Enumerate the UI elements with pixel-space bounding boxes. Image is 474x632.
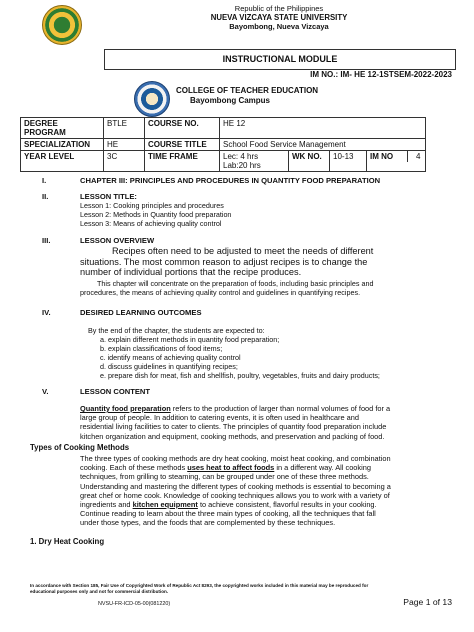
- types-line-6: [80, 500, 446, 509]
- types-title: Types of Cooking Methods: [30, 443, 130, 452]
- section-3-title: LESSON OVERVIEW: [80, 236, 155, 245]
- degree-program-label: DEGREE PROGRAM: [21, 118, 104, 139]
- time-frame-value: [220, 151, 289, 172]
- copyright-notice: [30, 583, 450, 595]
- specialization-value: HE: [104, 139, 145, 151]
- types-line-2: [80, 463, 446, 472]
- content-line-4: kitchen organization and equipment, cooking methods, and preservation and packing of food.: [80, 431, 385, 441]
- campus-name: Bayombong Campus: [190, 96, 271, 105]
- time-frame-label: TIME FRAME: [145, 151, 220, 172]
- types-line-7: Continue reading to learn about the three main types of cooking, all the techniques that fall: [80, 509, 376, 519]
- course-title-value: School Food Service Management: [220, 139, 426, 151]
- types-line-8: under those types, and the foods that are complemented by these techniques.: [80, 518, 336, 528]
- page-number: Page 1 of 13: [403, 597, 452, 607]
- outcome-a: a. explain different methods in quantity food preparation;: [100, 335, 280, 344]
- content-line-2: large group of people. In addition to catering events, it is often used in healthcare and: [80, 413, 359, 423]
- im-no-value: 4: [416, 152, 421, 161]
- year-level-label: YEAR LEVEL: [21, 151, 104, 172]
- types-line-2-b: in a different way. All cooking: [274, 463, 371, 473]
- lesson-3: Lesson 3: Means of achieving quality control: [80, 219, 222, 228]
- content-line-3: residential living facilities to cater to clients. The principles of quantity food preparation include: [80, 422, 387, 432]
- types-line-3: techniques, from grilling to steaming, can be grouped under one of these three methods.: [80, 472, 369, 482]
- copyright-line-2: educational purposes only and not for commercial distribution.: [30, 589, 169, 594]
- header-location: Bayombong, Nueva Vizcaya: [229, 22, 329, 31]
- lesson-list: [80, 201, 231, 228]
- section-5-number: V.: [42, 387, 49, 396]
- overview-line-2: situations. The most common reason to adjust recipes is to change the: [80, 256, 368, 267]
- overview-p2-line-2: procedures, the means of achieving quality control and guidelines in quantifying recipes.: [80, 288, 361, 297]
- section-5-title: LESSON CONTENT: [80, 387, 151, 396]
- time-frame-lec: Lec: 4 hrs: [223, 152, 259, 161]
- section-3-number: III.: [42, 236, 51, 245]
- outcome-e: e. prepare dish for meat, fish and shellfish, poultry, vegetables, fruits and dairy products;: [100, 371, 380, 380]
- overview-paragraph-2: [80, 279, 445, 297]
- im-no-label: IM NO: [367, 151, 408, 162]
- course-no-label: COURSE NO.: [145, 118, 220, 139]
- form-code: NVSU-FR-ICD-05-00(081220): [98, 601, 171, 607]
- content-paragraph: [80, 404, 446, 441]
- time-frame-lab: Lab:20 hrs: [223, 161, 261, 170]
- content-term: Quantity food preparation: [80, 404, 171, 413]
- dry-heat-title: 1. Dry Heat Cooking: [30, 537, 105, 546]
- types-term-equipment: kitchen equipment: [132, 500, 198, 510]
- copyright-line-1: In accordance with Section 185, Fair Use of Copyrighted Work of Republic Act 8293, the copyrighted works included in this material may be reproduced for: [30, 583, 369, 588]
- types-line-6-a: ingredients and: [80, 500, 133, 510]
- wk-no-value: 10-13: [330, 151, 367, 172]
- course-title-label: COURSE TITLE: [145, 139, 220, 151]
- wk-no-label: WK NO.: [289, 151, 330, 172]
- header-block: [104, 4, 454, 31]
- module-title-box: [104, 49, 456, 70]
- course-info-table: [20, 117, 426, 172]
- specialization-label: SPECIALIZATION: [21, 139, 104, 151]
- im-no-cell: [367, 151, 426, 172]
- overview-line-1: Recipes often need to be adjusted to meet the needs of different: [112, 246, 374, 256]
- outcomes-list: [100, 335, 380, 380]
- section-4-title: DESIRED LEARNING OUTCOMES: [80, 308, 202, 317]
- types-line-5: great chef or home cook. Knowledge of cooking techniques allows you to work with a variety of: [80, 490, 390, 500]
- overview-p2-line-1: This chapter will concentrate on the preparation of foods, including basic principles and: [97, 279, 374, 288]
- section-2-title: LESSON TITLE:: [80, 192, 137, 201]
- lesson-2: Lesson 2: Methods in Quantity food preparation: [80, 210, 232, 219]
- outcomes-intro: By the end of the chapter, the students are expected to:: [88, 326, 265, 335]
- year-level-value: 3C: [104, 151, 145, 172]
- types-line-1: The three types of cooking methods are dry heat cooking, moist heat cooking, and combination: [80, 454, 391, 463]
- im-number: IM NO.: IM- HE 12-1STSEM-2022-2023: [310, 70, 452, 79]
- college-name: COLLEGE OF TEACHER EDUCATION: [176, 86, 319, 95]
- lesson-1: Lesson 1: Cooking principles and procedures: [80, 201, 224, 210]
- overview-line-3: number of individual portions that the recipe produces.: [80, 267, 302, 278]
- college-block: [176, 86, 318, 106]
- outcome-b: b. explain classifications of food items;: [100, 344, 223, 353]
- college-seal-logo: [134, 81, 170, 117]
- types-line-4: Understanding and mastering the different types of cooking methods is essential to becoming a: [80, 481, 391, 491]
- module-title: INSTRUCTIONAL MODULE: [222, 54, 338, 64]
- outcome-c: c. identify means of achieving quality control: [100, 353, 241, 362]
- degree-program-value: BTLE: [104, 118, 145, 139]
- types-line-6-b: to achieve consistent, flavorful results in your cooking.: [197, 500, 377, 510]
- section-1-title: CHAPTER III: PRINCIPLES AND PROCEDURES IN QUANTITY FOOD PREPARATION: [80, 176, 381, 185]
- outcome-d: d. discuss guidelines in quantifying recipes;: [100, 362, 238, 371]
- header-university: NUEVA VIZCAYA STATE UNIVERSITY: [210, 13, 348, 22]
- content-line-1: [80, 404, 446, 413]
- header-republic: Republic of the Philippines: [234, 4, 324, 13]
- types-term-heat: uses heat to affect foods: [187, 463, 275, 473]
- course-no-value: HE 12: [220, 118, 426, 139]
- university-seal-logo: [42, 5, 82, 45]
- overview-paragraph-1: [80, 246, 442, 278]
- section-1-number: I.: [42, 176, 47, 185]
- section-2-number: II.: [42, 192, 49, 201]
- types-line-2-a: cooking. Each of these methods: [80, 463, 188, 473]
- content-line-1-rest: refers to the production of larger than normal volumes of food for a: [170, 404, 391, 413]
- types-paragraph: [80, 454, 446, 528]
- section-4-number: IV.: [42, 308, 51, 317]
